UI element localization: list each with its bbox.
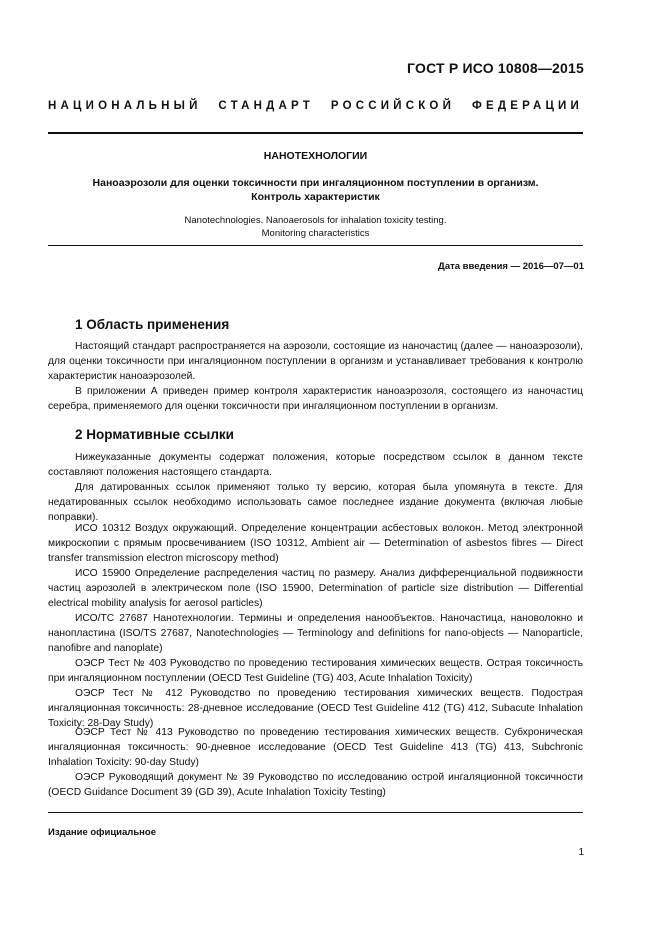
reference-iso-ts-27687: ИСО/ТС 27687 Нанотехнологии. Термины и определения нанообъектов. Наночастица, нановолокно и нанопластина (ISO/TS 27687, Nanotechnologies — Terminology and definitions for nano-objects — Nanoparticle, nanofibre and nanoplate): [48, 613, 583, 655]
footer-rule: [48, 812, 583, 813]
title-rule: [48, 245, 583, 246]
section-2-paragraph-1: Нижеуказанные документы содержат положения, которые посредством ссылок в данном тексте составляют положения настоящего стандарта.: [48, 452, 583, 479]
title-en-line-1: Nanotechnologies. Nanoaerosols for inhalation toxicity testing.: [184, 215, 447, 226]
reference-oecd-403: ОЭСР Тест № 403 Руководство по проведению тестирования химических веществ. Острая токсичность при ингаляционном поступлении (OECD Test Guideline (TG) 403, Acute Inhalation Toxicity): [48, 658, 583, 685]
title-ru-line-2: Контроль характеристик: [251, 191, 380, 203]
header-rule: [48, 132, 583, 134]
introduction-date: Дата введения — 2016—07—01: [438, 261, 584, 272]
section-heading-scope: 1 Область применения: [75, 317, 230, 332]
section-heading-references: 2 Нормативные ссылки: [75, 427, 234, 442]
reference-oecd-gd-39: ОЭСР Руководящий документ № 39 Руководство по исследованию острой ингаляционной токсичности (OECD Guidance Document 39 (GD 39), Acute Inhalation Toxicity Testing): [48, 772, 583, 799]
section-1-paragraph-2: В приложении А приведен пример контроля характеристик наноаэрозоля, состоящего из наночастиц серебра, применяемого для оценки токсичности при ингаляционном поступлении в организм.: [48, 386, 583, 413]
reference-oecd-413: ОЭСР Тест № 413 Руководство по проведению тестирования химических веществ. Субхроническая ингаляционная токсичность: 90-дневное исследование (OECD Test Guideline 413 (TG) 413, Subchronic Inhalation Toxicity: 90-day Study): [48, 727, 583, 769]
reference-iso-15900: ИСО 15900 Определение распределения частиц по размеру. Анализ дифференциальной подвижности частиц аэрозолей в электрическом поле (ISO 15900, Determination of particle size distribution — Differential electrical mobility analysis for aerosol particles): [48, 568, 583, 610]
document-title-ru: [48, 176, 583, 204]
title-en-line-2: Monitoring characteristics: [261, 228, 370, 239]
section-1-paragraph-1: Настоящий стандарт распространяется на аэрозоли, состоящие из наночастиц (далее — наноаэрозоли), для оценки токсичности при ингаляционном поступлении в организм и устанавливает требования к контролю характеристик наноаэрозолей.: [48, 341, 583, 383]
document-topic: НАНОТЕХНОЛОГИИ: [263, 150, 368, 162]
reference-oecd-412: ОЭСР Тест № 412 Руководство по проведению тестирования химических веществ. Подострая ингаляционная токсичность: 28-дневное исследование (OECD Test Guideline 412 (TG) 412, Subacute Inhalation Toxicity: 28-Day Study): [48, 688, 583, 730]
document-number: ГОСТ Р ИСО 10808—2015: [407, 60, 584, 76]
reference-iso-10312: ИСО 10312 Воздух окружающий. Определение концентрации асбестовых волокон. Метод электронной микроскопии с прямым просвечиванием (ISO 10312, Ambient air — Determination of asbestos fibres — Direct transfer transmission electron microscopy method): [48, 523, 583, 565]
section-2-paragraph-2: Для датированных ссылок применяют только ту версию, которая была упомянута в тексте. Для недатированных ссылок необходимо использовать самое последнее издание документа (включая любые поправки).: [48, 482, 583, 524]
page-number: 1: [578, 847, 584, 858]
title-ru-line-1: Наноаэрозоли для оценки токсичности при ингаляционном поступлении в организм.: [92, 177, 539, 189]
official-edition-label: Издание официальное: [48, 827, 156, 838]
standard-type-heading: НАЦИОНАЛЬНЫЙ СТАНДАРТ РОССИЙСКОЙ ФЕДЕРАЦИИ: [48, 100, 583, 112]
document-title-en: [48, 214, 583, 240]
